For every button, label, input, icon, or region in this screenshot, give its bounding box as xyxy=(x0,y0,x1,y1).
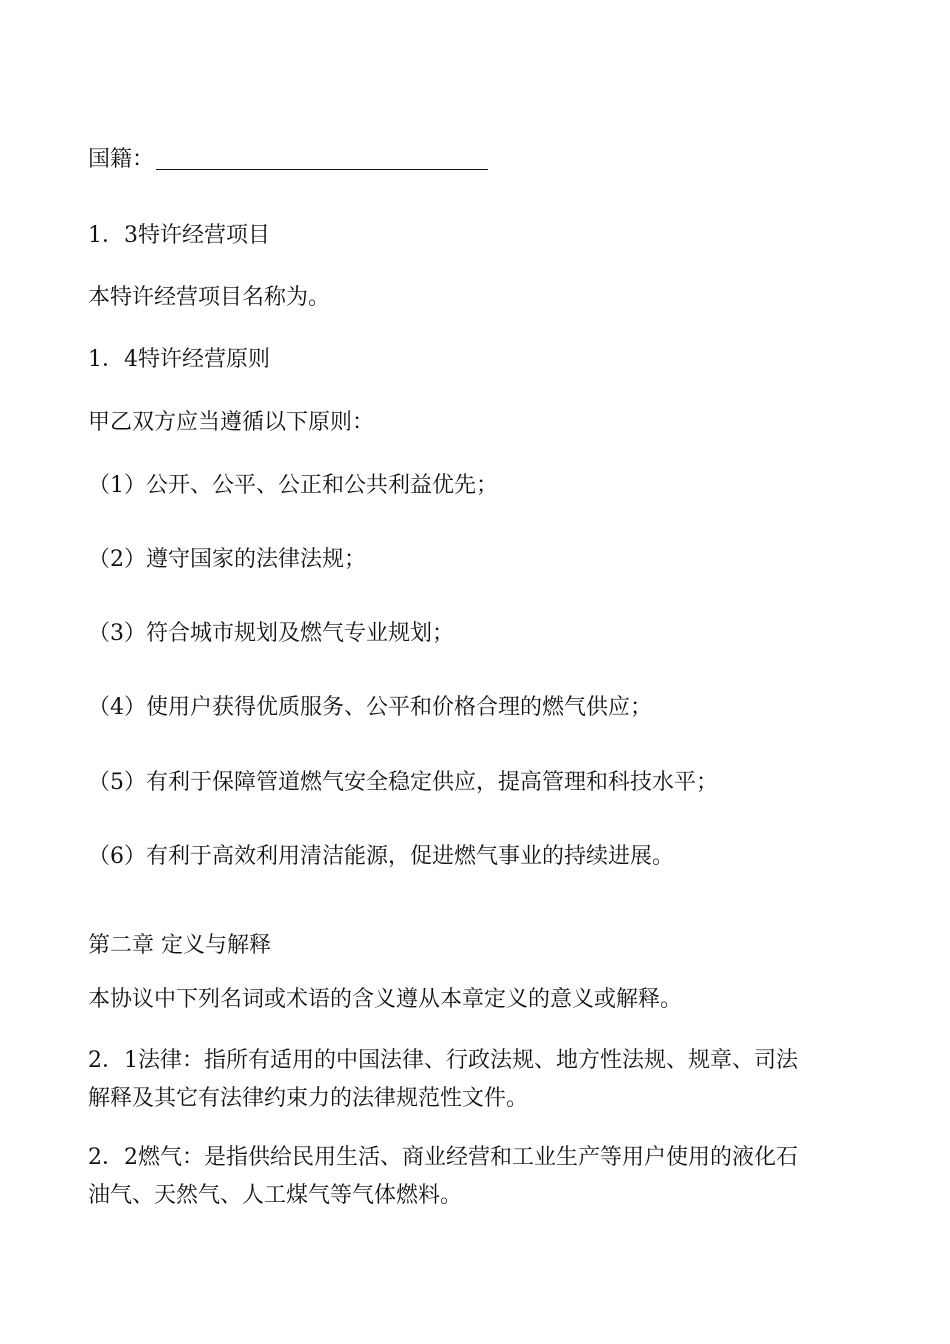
chapter-2-title: 第二章 定义与解释 xyxy=(88,933,271,958)
section-1-3-text: 本特许经营项目名称为。 xyxy=(88,285,331,310)
principle-item-2: （2）遵守国家的法律法规； xyxy=(88,547,366,572)
principle-item-3: （3）符合城市规划及燃气专业规划； xyxy=(88,621,454,646)
definition-gas-line-2: 油气、天然气、人工煤气等气体燃料。 xyxy=(88,1183,463,1208)
section-1-4-heading: 1．4特许经营原则 xyxy=(88,347,270,372)
principle-item-4: （4）使用户获得优质服务、公平和价格合理的燃气供应； xyxy=(88,695,652,720)
definition-gas xyxy=(88,1139,868,1215)
section-1-4-intro: 甲乙双方应当遵循以下原则： xyxy=(88,410,375,435)
definition-law xyxy=(88,1042,868,1118)
section-1-3-heading: 1．3特许经营项目 xyxy=(88,223,270,248)
nationality-label: 国籍： xyxy=(88,147,155,172)
nationality-line xyxy=(88,143,488,177)
definition-law-line-1: 2．1法律：指所有适用的中国法律、行政法规、地方性法规、规章、司法 xyxy=(88,1048,798,1073)
definition-gas-line-1: 2．2燃气：是指供给民用生活、商业经营和工业生产等用户使用的液化石 xyxy=(88,1145,798,1170)
chapter-2-intro: 本协议中下列名词或术语的含义遵从本章定义的意义或解释。 xyxy=(88,987,683,1012)
principle-item-1: （1）公开、公平、公正和公共利益优先； xyxy=(88,473,498,498)
definition-law-line-2: 解释及其它有法律约束力的法律规范性文件。 xyxy=(88,1086,529,1111)
nationality-blank-field[interactable] xyxy=(156,147,488,170)
principle-item-5: （5）有利于保障管道燃气安全稳定供应，提高管理和科技水平； xyxy=(88,770,718,795)
principle-item-6: （6）有利于高效利用清洁能源，促进燃气事业的持续进展。 xyxy=(88,844,674,869)
